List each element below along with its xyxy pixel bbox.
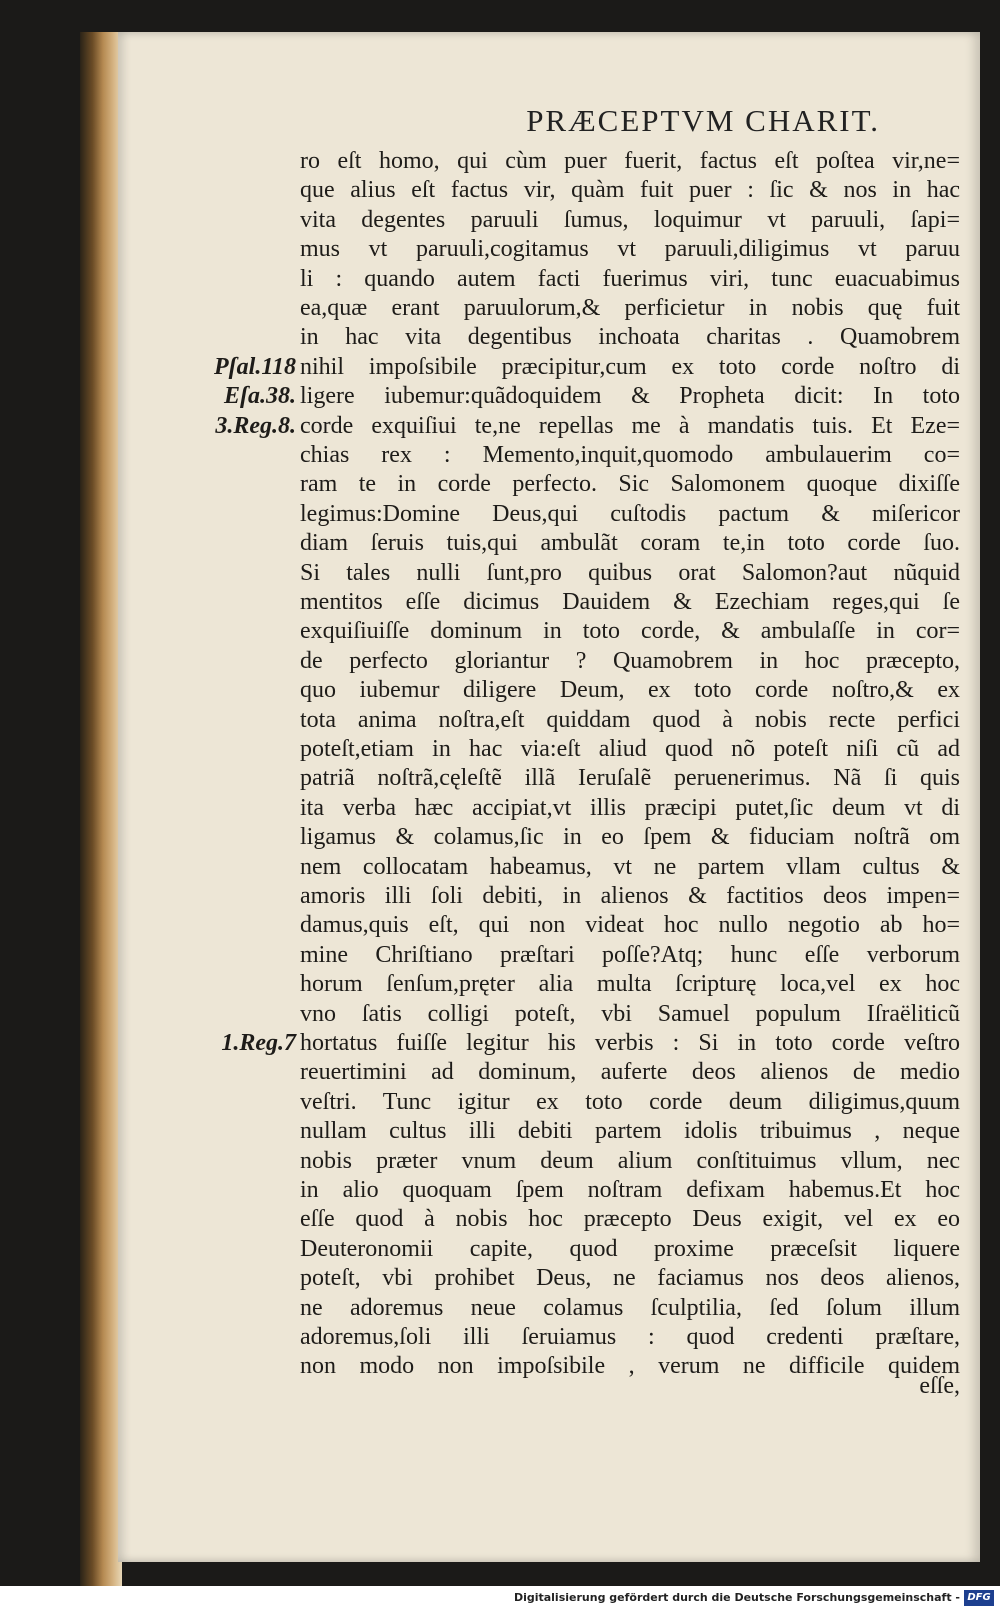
text-line: veſtri. Tunc igitur ex toto corde deum diligimus,quum: [300, 1088, 960, 1115]
text-line: Si tales nulli ſunt,pro quibus orat Salomon?aut nũquid: [300, 559, 960, 586]
text-line: damus,quis eſt, qui non videat hoc nullo negotio ab ho=: [300, 912, 960, 939]
text-line: mentitos eſſe dicimus Dauidem & Ezechiam reges,qui ſe: [300, 589, 960, 615]
catchword: eſſe,: [919, 1373, 960, 1399]
page-edge: [80, 32, 122, 1592]
marginal-reference: 1.Reg.7: [221, 1030, 296, 1056]
marginal-reference: Pſal.118: [214, 353, 296, 380]
marginal-reference: Eſa.38.: [224, 383, 296, 410]
text-line: adoremus,ſoli illi ſeruiamus : quod credenti præſtare,: [300, 1324, 960, 1350]
text-line: in alio quoquam ſpem noſtram defixam habemus.Et hoc: [300, 1177, 960, 1203]
text-line: legimus:Domine Deus,qui cuſtodis pactum & miſericor: [300, 500, 960, 527]
marginal-reference: 3.Reg.8.: [215, 412, 296, 439]
text-line: horum ſenſum,pręter alia multa ſcripturę loca,vel ex hoc: [300, 971, 960, 998]
text-line: tota anima noſtra,eſt quiddam quod à nobis recte perfici: [300, 706, 960, 733]
text-line: li : quando autem facti fuerimus viri, tunc euacuabimus: [300, 265, 960, 292]
text-line: corde exquiſiui te,ne repellas me à mandatis tuis. Et Eze=: [300, 412, 960, 439]
text-line: Deuteronomii capite, quod proxime præceſsit liquere: [300, 1235, 960, 1262]
footer-credit: Digitalisierung gefördert durch die Deutsche Forschungsgemeinschaft -: [513, 1591, 960, 1604]
text-line: nem collocatam habeamus, vt ne partem vllam cultus &: [300, 853, 960, 880]
text-line: ita verba hæc accipiat,vt illis præcipi putet,ſic deum vt di: [300, 794, 960, 821]
text-line: poteſt, vbi prohibet Deus, ne faciamus nos deos alienos,: [300, 1265, 960, 1292]
text-line: ro eſt homo, qui cùm puer fuerit, factus eſt poſtea vir,ne=: [300, 148, 960, 174]
text-line: ea,quæ erant paruulorum,& perficietur in nobis quę fuit: [300, 295, 960, 321]
text-line: mus vt paruuli,cogitamus vt paruuli,diligimus vt paruu: [300, 236, 960, 263]
running-head: PRÆCEPTVM CHARIT.: [526, 103, 880, 138]
text-line: ram te in corde perfecto. Sic Salomonem quoque dixiſſe: [300, 471, 960, 498]
text-line: ne adoremus neue colamus ſculptilia, ſed ſolum illum: [300, 1294, 960, 1321]
text-line: amoris illi ſoli debiti, in alienos & factitios deos impen=: [300, 883, 960, 909]
text-line: chias rex : Memento,inquit,quomodo ambulauerim co=: [300, 442, 960, 468]
text-line: ligamus & colamus,ſic in eo ſpem & fiduciam noſtrã om: [300, 824, 960, 851]
text-line: vita degentes paruuli ſumus, loquimur vt paruuli, ſapi=: [300, 206, 960, 233]
text-line: in hac vita degentibus inchoata charitas . Quamobrem: [300, 324, 960, 351]
text-line: hortatus fuiſſe legitur his verbis : Si in toto corde veſtro: [300, 1030, 960, 1056]
text-line: vno ſatis colligi poteſt, vbi Samuel populum Iſraëliticũ: [300, 1000, 960, 1027]
text-line: patriã noſtrã,cęleſtẽ illã Ieruſalẽ peruenerimus. Nã ſi quis: [300, 765, 960, 792]
text-line: que alius eſt factus vir, quàm fuit puer : ſic & nos in hac: [300, 177, 960, 204]
text-line: diam ſeruis tuis,qui ambulãt coram te,in toto corde ſuo.: [300, 530, 960, 557]
dfg-logo-icon: DFG: [964, 1590, 994, 1606]
text-line: reuertimini ad dominum, auferte deos alienos de medio: [300, 1059, 960, 1086]
text-line: nobis præter vnum deum alium conſtituimus vllum, nec: [300, 1147, 960, 1174]
text-line: de perfecto gloriantur ? Quamobrem in hoc præcepto,: [300, 647, 960, 674]
text-line: nullam cultus illi debiti partem idolis tribuimus , neque: [300, 1118, 960, 1145]
text-line: poteſt,etiam in hac via:eſt aliud quod nõ poteſt niſi cũ ad: [300, 736, 960, 762]
text-line: non modo non impoſsibile , verum ne difficile quidem: [300, 1353, 960, 1380]
text-line: exquiſiuiſſe dominum in toto corde, & ambulaſſe in cor=: [300, 618, 960, 645]
text-line: nihil impoſsibile præcipitur,cum ex toto corde noſtro di: [300, 353, 960, 380]
text-line: eſſe quod à nobis hoc præcepto Deus exigit, vel ex eo: [300, 1206, 960, 1233]
footer-bar: [0, 1586, 1000, 1613]
text-line: quo iubemur diligere Deum, ex toto corde noſtro,& ex: [300, 677, 960, 704]
text-line: ligere iubemur:quãdoquidem & Propheta dicit: In toto: [300, 383, 960, 410]
text-line: mine Chriſtiano præſtari poſſe?Atq; hunc eſſe verborum: [300, 941, 960, 968]
